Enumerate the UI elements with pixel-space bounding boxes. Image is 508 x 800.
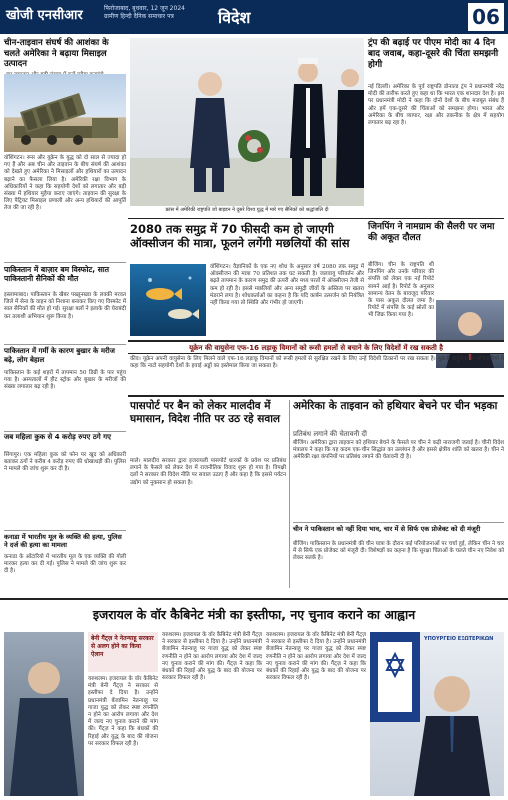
- indian-arrest-headline: कनाडा में भारतीय मूल के व्यक्ति की हत्या, पुलिस ने दर्ज की हत्या का मामला: [4, 533, 122, 549]
- biden-tribute-photo: [130, 38, 364, 206]
- heatwave-headline-box: [4, 347, 126, 369]
- sealevel-headline-line1: 2080 तक समुद्र में 70 फीसदी कम हो जाएगी: [130, 222, 334, 236]
- israel-body-col3: यरुशलम। इजरायल के वॉर कैबिनेट मंत्री बेनी गैंट्ज़ ने सरकार से इस्तीफा दे दिया है। उन्होंने प्रधानमंत्री बेंजामिन नेतन्याहू पर गाजा युद्ध को लेकर स्पष्ट रणनीति न होने का आरोप लगाया और देश में जल्द नए चुनाव कराने की मांग की। गैंट्ज़ ने कहा कि बंधकों की रिहाई और युद्ध के बाद की योजना पर सरकार विफल रही है।: [266, 632, 366, 682]
- ukraine-banner: [128, 340, 504, 354]
- jinping-body: बीजिंग। चीन के राष्ट्रपति शी जिनपिंग और उनके परिवार की संपत्ति को लेकर एक नई रिपोर्ट सामने आई है। रिपोर्ट के अनुसार सामान्य वेतन के बावजूद परिवार के पास अकूत दौलत जमा है। रिपोर्ट में संपत्ति के कई स्रोतों का भी जिक्र किया गया है।: [368, 262, 434, 319]
- trump-headline-box: [368, 38, 504, 82]
- gantz-photo: [370, 632, 504, 796]
- divider: [128, 218, 504, 219]
- cook-headline-box: [4, 433, 126, 451]
- pakistan-blast-headline-box: [4, 265, 126, 291]
- fish-illustration: [130, 264, 206, 336]
- main-photo-caption: फ्रांस में अमेरिकी राष्ट्रपति जो बाइडन ने दूसरे विश्व युद्ध में मारे गए सैनिकों को श्रद्धांजलि दी: [165, 207, 329, 213]
- ukraine-headline: यूक्रेन की वायुसेना एफ-16 लड़ाकू विमानों को रूसी हमलों से बचाने के लिए विदेशों में रख सकती है: [189, 344, 443, 352]
- indian-arrest-body: कनाडा के ओंटारियो में भारतीय मूल के एक व्यक्ति की गोली मारकर हत्या कर दी गई। पुलिस ने मामले की जांच शुरू कर दी है।: [4, 554, 126, 575]
- china-taiwan-body: वॉशिंगटन। रूस और यूक्रेन के युद्ध को दो साल से ज्यादा हो गए हैं और अब चीन और ताइवान के बीच संघर्ष की आशंका को देखते हुए अमेरिका ने मिसाइलों और हथियारों का उत्पादन बढ़ाने का फैसला लिया है। अमेरिकी रक्षा विभाग के अधिकारियों ने कहा कि सहयोगी देशों को लगातार और बड़ी संख्या में हथियार मुहैया कराए जाएंगे। ताइवान की सुरक्षा के लिए पैट्रियट मिसाइल प्रणाली और अन्य हथियारों की आपूर्ति तेज की जा रही है।: [4, 155, 126, 212]
- maldives-headline-box: [130, 400, 286, 456]
- divider: [4, 431, 126, 432]
- us-taiwan-subhead: प्रतिबंध लगाने की चेतावनी दी: [293, 430, 367, 438]
- sealevel-headline-box: [130, 222, 364, 262]
- missile-launcher-illustration: [4, 74, 126, 152]
- biden-tribute-illustration: [130, 38, 364, 206]
- sealevel-body: वॉशिंगटन। वैज्ञानिकों के एक नए शोध के अनुसार वर्ष 2080 तक समुद्र में ऑक्सीजन की मात्रा 70 प्रतिशत तक घट सकती है। जलवायु परिवर्तन और बढ़ते तापमान के कारण समुद्र की ऊपरी और मध्य परतों में ऑक्सीजन तेजी से कम हो रही है। इससे मछलियों और अन्य समुद्री जीवों के अस्तित्व पर खतरा मंडराने लगा है। शोधकर्ताओं का कहना है कि यदि कार्बन उत्सर्जन को नियंत्रित नहीं किया गया तो स्थिति और गंभीर हो जाएगी।: [210, 264, 364, 307]
- pakistan-blast-body: इस्लामाबाद। पाकिस्तान के खैबर पख्तूनख्वा के लक्की मरवत जिले में सेना के वाहन को निशाना बनाकर किए गए विस्फोट में सात सैनिकों की मौत हो गई। सुरक्षा बलों ने इलाके की घेराबंदी कर तलाशी अभियान शुरू किया है।: [4, 292, 126, 320]
- israel-subhead: बेनी गैंट्ज़ ने नेतन्याहू सरकार से अलग होने का किया ऐलान: [91, 635, 154, 658]
- china-pak-headline: चीन ने पाकिस्तान को नहीं दिया भाव, चार में से सिर्फ एक प्रोजेक्ट को दी मंजूरी: [293, 525, 481, 533]
- missile-launcher-photo: [4, 74, 126, 152]
- israel-body-col1: यरुशलम। इजरायल के वॉर कैबिनेट मंत्री बेनी गैंट्ज़ ने सरकार से इस्तीफा दे दिया है। उन्होंने प्रधानमंत्री बेंजामिन नेतन्याहू पर गाजा युद्ध को लेकर स्पष्ट रणनीति न होने का आरोप लगाया और देश में जल्द नए चुनाव कराने की मांग की। गैंट्ज़ ने कहा कि बंधकों की रिहाई और युद्ध के बाद की योजना पर सरकार विफल रही है।: [88, 676, 158, 747]
- israel-subhead-box: [88, 632, 158, 672]
- china-taiwan-headline-box: [4, 38, 126, 72]
- divider: [293, 522, 504, 523]
- indian-arrest-headline-box: [4, 533, 126, 553]
- israel-body-col2: यरुशलम। इजरायल के वॉर कैबिनेट मंत्री बेनी गैंट्ज़ ने सरकार से इस्तीफा दे दिया है। उन्होंने प्रधानमंत्री बेंजामिन नेतन्याहू पर गाजा युद्ध को लेकर स्पष्ट रणनीति न होने का आरोप लगाया और देश में जल्द नए चुनाव कराने की मांग की। गैंट्ज़ ने कहा कि बंधकों की रिहाई और युद्ध के बाद की योजना पर सरकार विफल रही है।: [162, 632, 262, 682]
- masthead: [0, 0, 508, 34]
- china-pak-headline-box: [293, 525, 504, 539]
- cook-headline: जब महिला कुक से 4 करोड़ रुपए ठगे गए: [4, 433, 111, 441]
- trump-headline: ट्रंप की बढ़ाई पर पीएम मोदी का 4 दिन बाद जवाब, कहा-दूसरे की चिंता समझनी होगी: [368, 38, 499, 70]
- divider: [4, 344, 126, 345]
- divider: [4, 530, 126, 531]
- ukraine-body: कीव। यूक्रेन अपनी वायुसेना के लिए मिलने वाले एफ-16 लड़ाकू विमानों को रूसी हमलों से सुरक्षित रखने के लिए उन्हें विदेशी ठिकानों पर रख सकता है। यूक्रेनी वायुसेना के अधिकारियों ने कहा कि नाटो सहयोगी देशों के हवाई अड्डों का इस्तेमाल किया जा सकता है।: [130, 356, 504, 370]
- israel-left-photo: [4, 632, 84, 796]
- maldives-headline: पासपोर्ट पर बैन को लेकर मालदीव में घमासान, विदेश नीति पर उठ रहे सवाल: [130, 400, 281, 425]
- jinping-headline-box: [368, 222, 504, 260]
- israel-left-illustration: [4, 632, 84, 796]
- sealevel-headline-line2: ऑक्सीजन की मात्रा, फूलने लगेंगी मछलियों की सांस: [130, 236, 350, 250]
- us-taiwan-headline-box: [293, 400, 504, 430]
- pakistan-blast-headline: पाकिस्तान में बाज़ार बम विस्फोट, सात पाकिस्तानी सैनिकों की मौत: [4, 265, 109, 283]
- israel-headline-box: [4, 604, 504, 628]
- photo-backdrop-text: ΥΠΟΥΡΓΕΙΟ ΕΞΩΤΕΡΙΚΩΝ: [424, 636, 494, 642]
- israel-headline: इजरायल के वॉर कैबिनेट मंत्री का इस्तीफा, नए चुनाव कराने का आह्वान: [92, 607, 416, 622]
- divider: [4, 262, 126, 263]
- fish-underwater-photo: [130, 264, 206, 336]
- china-taiwan-headline: चीन-ताइवान संघर्ष की आशंका के चलते अमेरिका ने बढ़ाया मिसाइल उत्पादन: [4, 38, 109, 69]
- section-divider: [0, 598, 508, 600]
- china-pak-body: बीजिंग। पाकिस्तान के प्रधानमंत्री की चीन यात्रा के दौरान कई परियोजनाओं पर चर्चा हुई, लेकिन चीन ने चार में से सिर्फ एक प्रोजेक्ट को मंजूरी दी। विशेषज्ञों का कहना है कि सुरक्षा चिंताओं के चलते चीन नए निवेश को लेकर सतर्क है।: [293, 541, 504, 562]
- newspaper-logo: खोजी एनसीआर: [6, 8, 83, 23]
- page-number: 06: [468, 3, 504, 31]
- divider: [128, 395, 504, 397]
- heatwave-body: पाकिस्तान के कई शहरों में तापमान 50 डिग्री के पार पहुंच गया है। अस्पतालों में हीट स्ट्रोक और बुखार के मरीजों की संख्या लगातार बढ़ रही है।: [4, 370, 126, 391]
- maldives-body: माले। मालदीव सरकार द्वारा इजरायली पासपोर्ट धारकों के प्रवेश पर प्रतिबंध लगाने के फैसले को लेकर देश में राजनीतिक विवाद शुरू हो गया है। विपक्षी दलों ने सरकार की विदेश नीति पर सवाल उठाए हैं और कहा है कि इससे पर्यटन उद्योग को नुकसान हो सकता है।: [130, 458, 286, 486]
- column-divider: [289, 400, 290, 588]
- section-title: विदेश: [218, 8, 251, 27]
- trump-body: नई दिल्ली। अमेरिका के पूर्व राष्ट्रपति डोनाल्ड ट्रंप ने प्रधानमंत्री नरेंद्र मोदी की तारीफ करते हुए कहा था कि भारत एक शानदार देश है। इस पर प्रधानमंत्री मोदी ने कहा कि दोनों देशों के बीच मजबूत संबंध हैं और हमें एक-दूसरे की चिंताओं को समझना होगा। भारत और अमेरिका के बीच व्यापार, रक्षा और तकनीक के क्षेत्र में सहयोग लगातार बढ़ रहा है।: [368, 84, 504, 127]
- cook-body: सिंगापुर। एक महिला कुक को फोन पर खुद को अधिकारी बताकर ठगों ने करीब 4 करोड़ रुपए की धोखाधड़ी की। पुलिस ने मामले की जांच शुरू कर दी है।: [4, 452, 126, 473]
- dateline: फिरोजाबाद, बुधवार, 12 जून 2024 ग्रामीण हिन्दी दैनिक समाचार पत्र: [104, 5, 185, 20]
- gantz-illustration: [370, 632, 504, 796]
- us-taiwan-headline: अमेरिका के ताइवान को हथियार बेचने पर चीन भड़का: [293, 400, 498, 412]
- heatwave-headline: पाकिस्तान में गर्मी के कारण बुखार के मरीज बढ़े, लोग बेहाल: [4, 347, 115, 364]
- jinping-headline: जिनपिंग ने नामग्राम की सैलरी पर जमा की अकूत दौलत: [368, 222, 495, 243]
- us-taiwan-body: बीजिंग। अमेरिका द्वारा ताइवान को हथियार बेचने के फैसले पर चीन ने कड़ी नाराजगी जताई है। चीनी विदेश मंत्रालय ने कहा कि यह कदम एक-चीन सिद्धांत का उल्लंघन है और इससे क्षेत्रीय शांति को खतरा है। चीन ने अमेरिकी रक्षा कंपनियों पर प्रतिबंध लगाने की चेतावनी दी है।: [293, 440, 504, 461]
